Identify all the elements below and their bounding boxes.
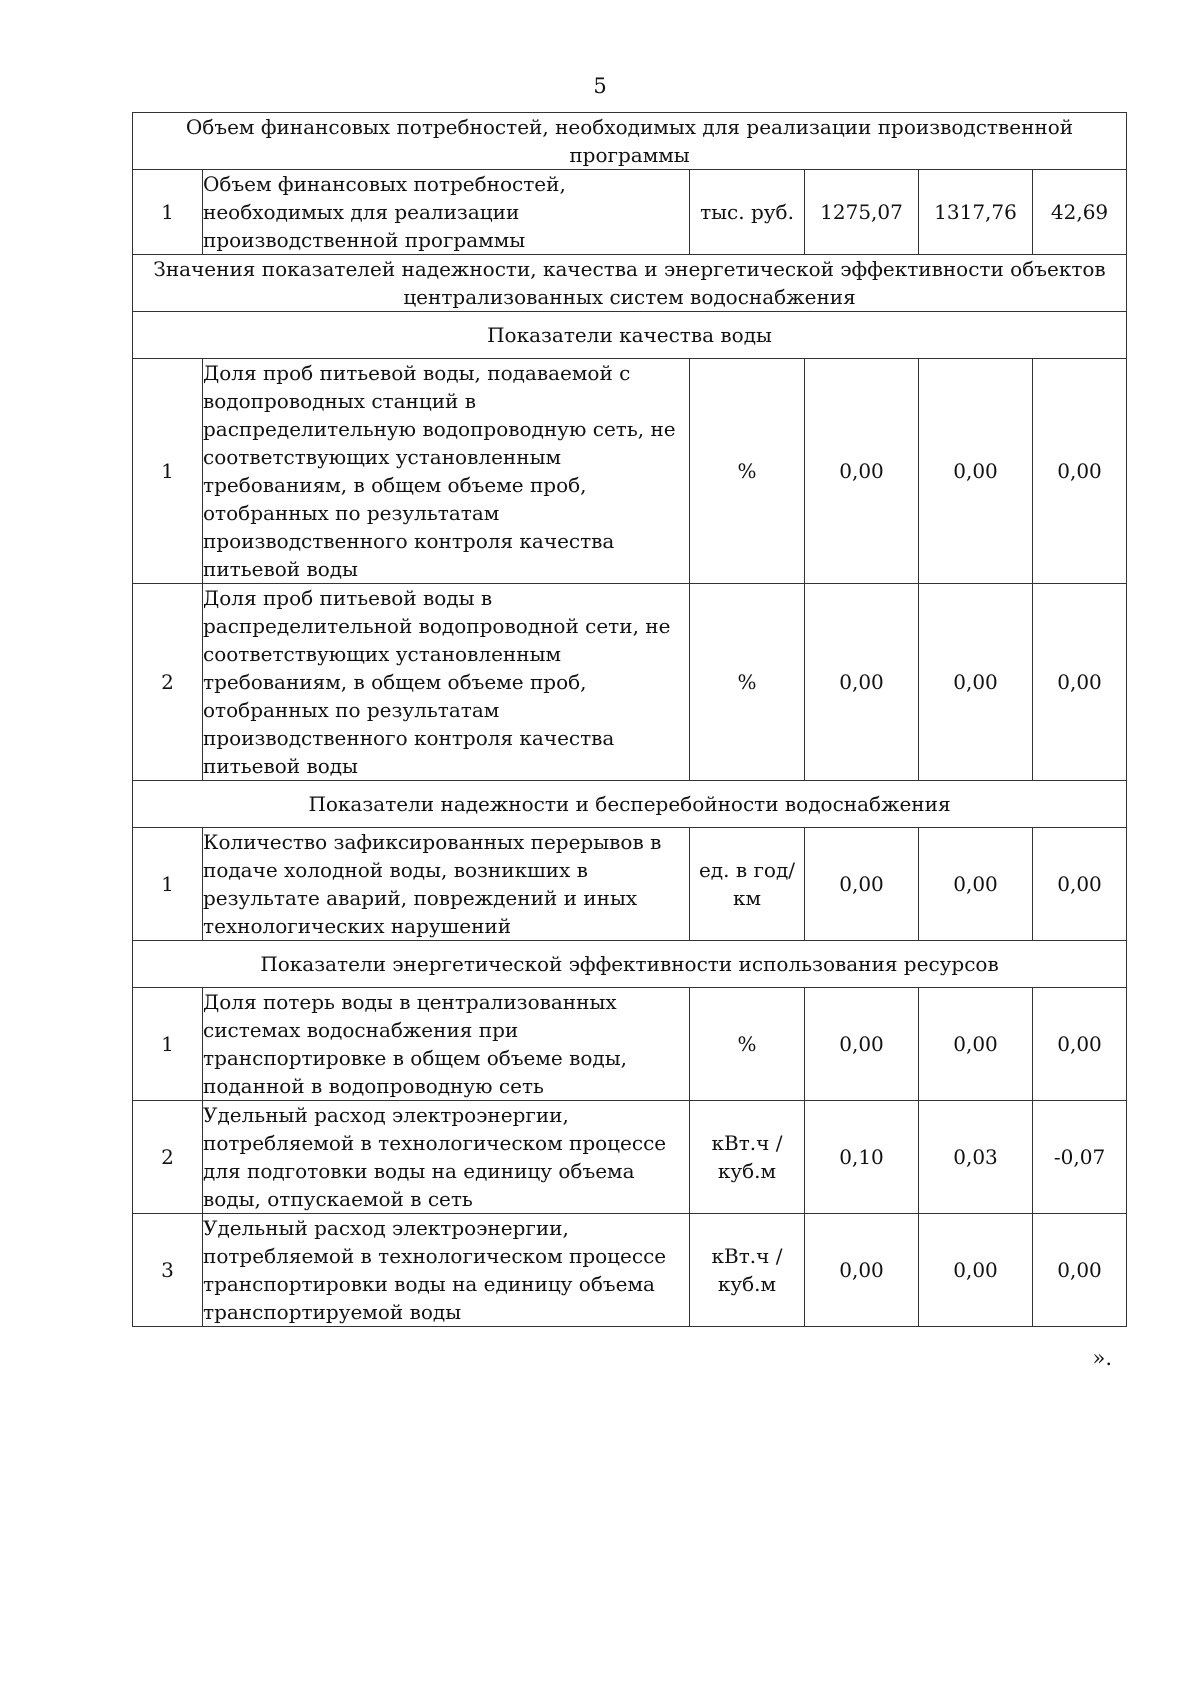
row-number: 2 (133, 1101, 203, 1214)
value-1-cell: 0,00 (805, 584, 919, 781)
value-2-cell: 0,00 (919, 584, 1033, 781)
closing-quote-mark: ». (1092, 1346, 1112, 1370)
indicator-description: Объем финансовых потребностей, необходимых для реализации производственной программы (203, 170, 690, 255)
table-row (133, 828, 1127, 941)
value-1-cell: 1275,07 (805, 170, 919, 255)
table-row (133, 988, 1127, 1101)
section-header-row (133, 255, 1127, 312)
indicator-description: Удельный расход электроэнергии, потребляемой в технологическом процессе транспортировки воды на единицу объема транспортируемой воды (203, 1214, 690, 1327)
table-row (133, 584, 1127, 781)
unit-cell: ед. в год/ км (690, 828, 805, 941)
section-header-row (133, 113, 1127, 170)
table-row (133, 1101, 1127, 1214)
value-1-cell: 0,10 (805, 1101, 919, 1214)
section-header-row (133, 781, 1127, 828)
row-number: 1 (133, 828, 203, 941)
value-2-cell: 0,00 (919, 1214, 1033, 1327)
unit-cell: кВт.ч / куб.м (690, 1214, 805, 1327)
section-title-water-quality: Показатели качества воды (133, 312, 1127, 359)
row-number: 2 (133, 584, 203, 781)
unit-cell: кВт.ч / куб.м (690, 1101, 805, 1214)
section-title-indicators: Значения показателей надежности, качества и энергетической эффективности объектов централизованных систем водоснабжения (133, 255, 1127, 312)
value-1-cell: 0,00 (805, 828, 919, 941)
value-3-cell: -0,07 (1033, 1101, 1127, 1214)
section-header-row (133, 941, 1127, 988)
row-number: 3 (133, 1214, 203, 1327)
indicators-table (132, 112, 1127, 1327)
value-2-cell: 1317,76 (919, 170, 1033, 255)
value-1-cell: 0,00 (805, 988, 919, 1101)
value-3-cell: 0,00 (1033, 828, 1127, 941)
table-row (133, 170, 1127, 255)
value-3-cell: 0,00 (1033, 584, 1127, 781)
indicator-description: Доля проб питьевой воды, подаваемой с водопроводных станций в распределительную водопроводную сеть, не соответствующих установленным требованиям, в общем объеме проб, отобранных по результатам производственного контроля качества питьевой воды (203, 359, 690, 584)
row-number: 1 (133, 170, 203, 255)
indicator-description: Доля потерь воды в централизованных системах водоснабжения при транспортировке в общем объеме воды, поданной в водопроводную сеть (203, 988, 690, 1101)
value-3-cell: 42,69 (1033, 170, 1127, 255)
section-title-financial: Объем финансовых потребностей, необходимых для реализации производственной программы (133, 113, 1127, 170)
indicator-description: Доля проб питьевой воды в распределительной водопроводной сети, не соответствующих установленным требованиям, в общем объеме проб, отобранных по результатам производственного контроля качества питьевой воды (203, 584, 690, 781)
row-number: 1 (133, 359, 203, 584)
row-number: 1 (133, 988, 203, 1101)
section-title-reliability: Показатели надежности и бесперебойности водоснабжения (133, 781, 1127, 828)
value-2-cell: 0,00 (919, 828, 1033, 941)
indicator-description: Количество зафиксированных перерывов в подаче холодной воды, возникших в результате аварий, повреждений и иных технологических нарушений (203, 828, 690, 941)
unit-cell: % (690, 584, 805, 781)
table-row (133, 359, 1127, 584)
value-3-cell: 0,00 (1033, 988, 1127, 1101)
value-2-cell: 0,03 (919, 1101, 1033, 1214)
value-3-cell: 0,00 (1033, 1214, 1127, 1327)
value-1-cell: 0,00 (805, 359, 919, 584)
unit-cell: % (690, 359, 805, 584)
value-3-cell: 0,00 (1033, 359, 1127, 584)
unit-cell: % (690, 988, 805, 1101)
section-title-energy-efficiency: Показатели энергетической эффективности использования ресурсов (133, 941, 1127, 988)
value-2-cell: 0,00 (919, 359, 1033, 584)
page-number: 5 (593, 74, 607, 98)
table-row (133, 1214, 1127, 1327)
unit-cell: тыс. руб. (690, 170, 805, 255)
value-1-cell: 0,00 (805, 1214, 919, 1327)
section-header-row (133, 312, 1127, 359)
indicator-description: Удельный расход электроэнергии, потребляемой в технологическом процессе для подготовки воды на единицу объема воды, отпускаемой в сеть (203, 1101, 690, 1214)
value-2-cell: 0,00 (919, 988, 1033, 1101)
